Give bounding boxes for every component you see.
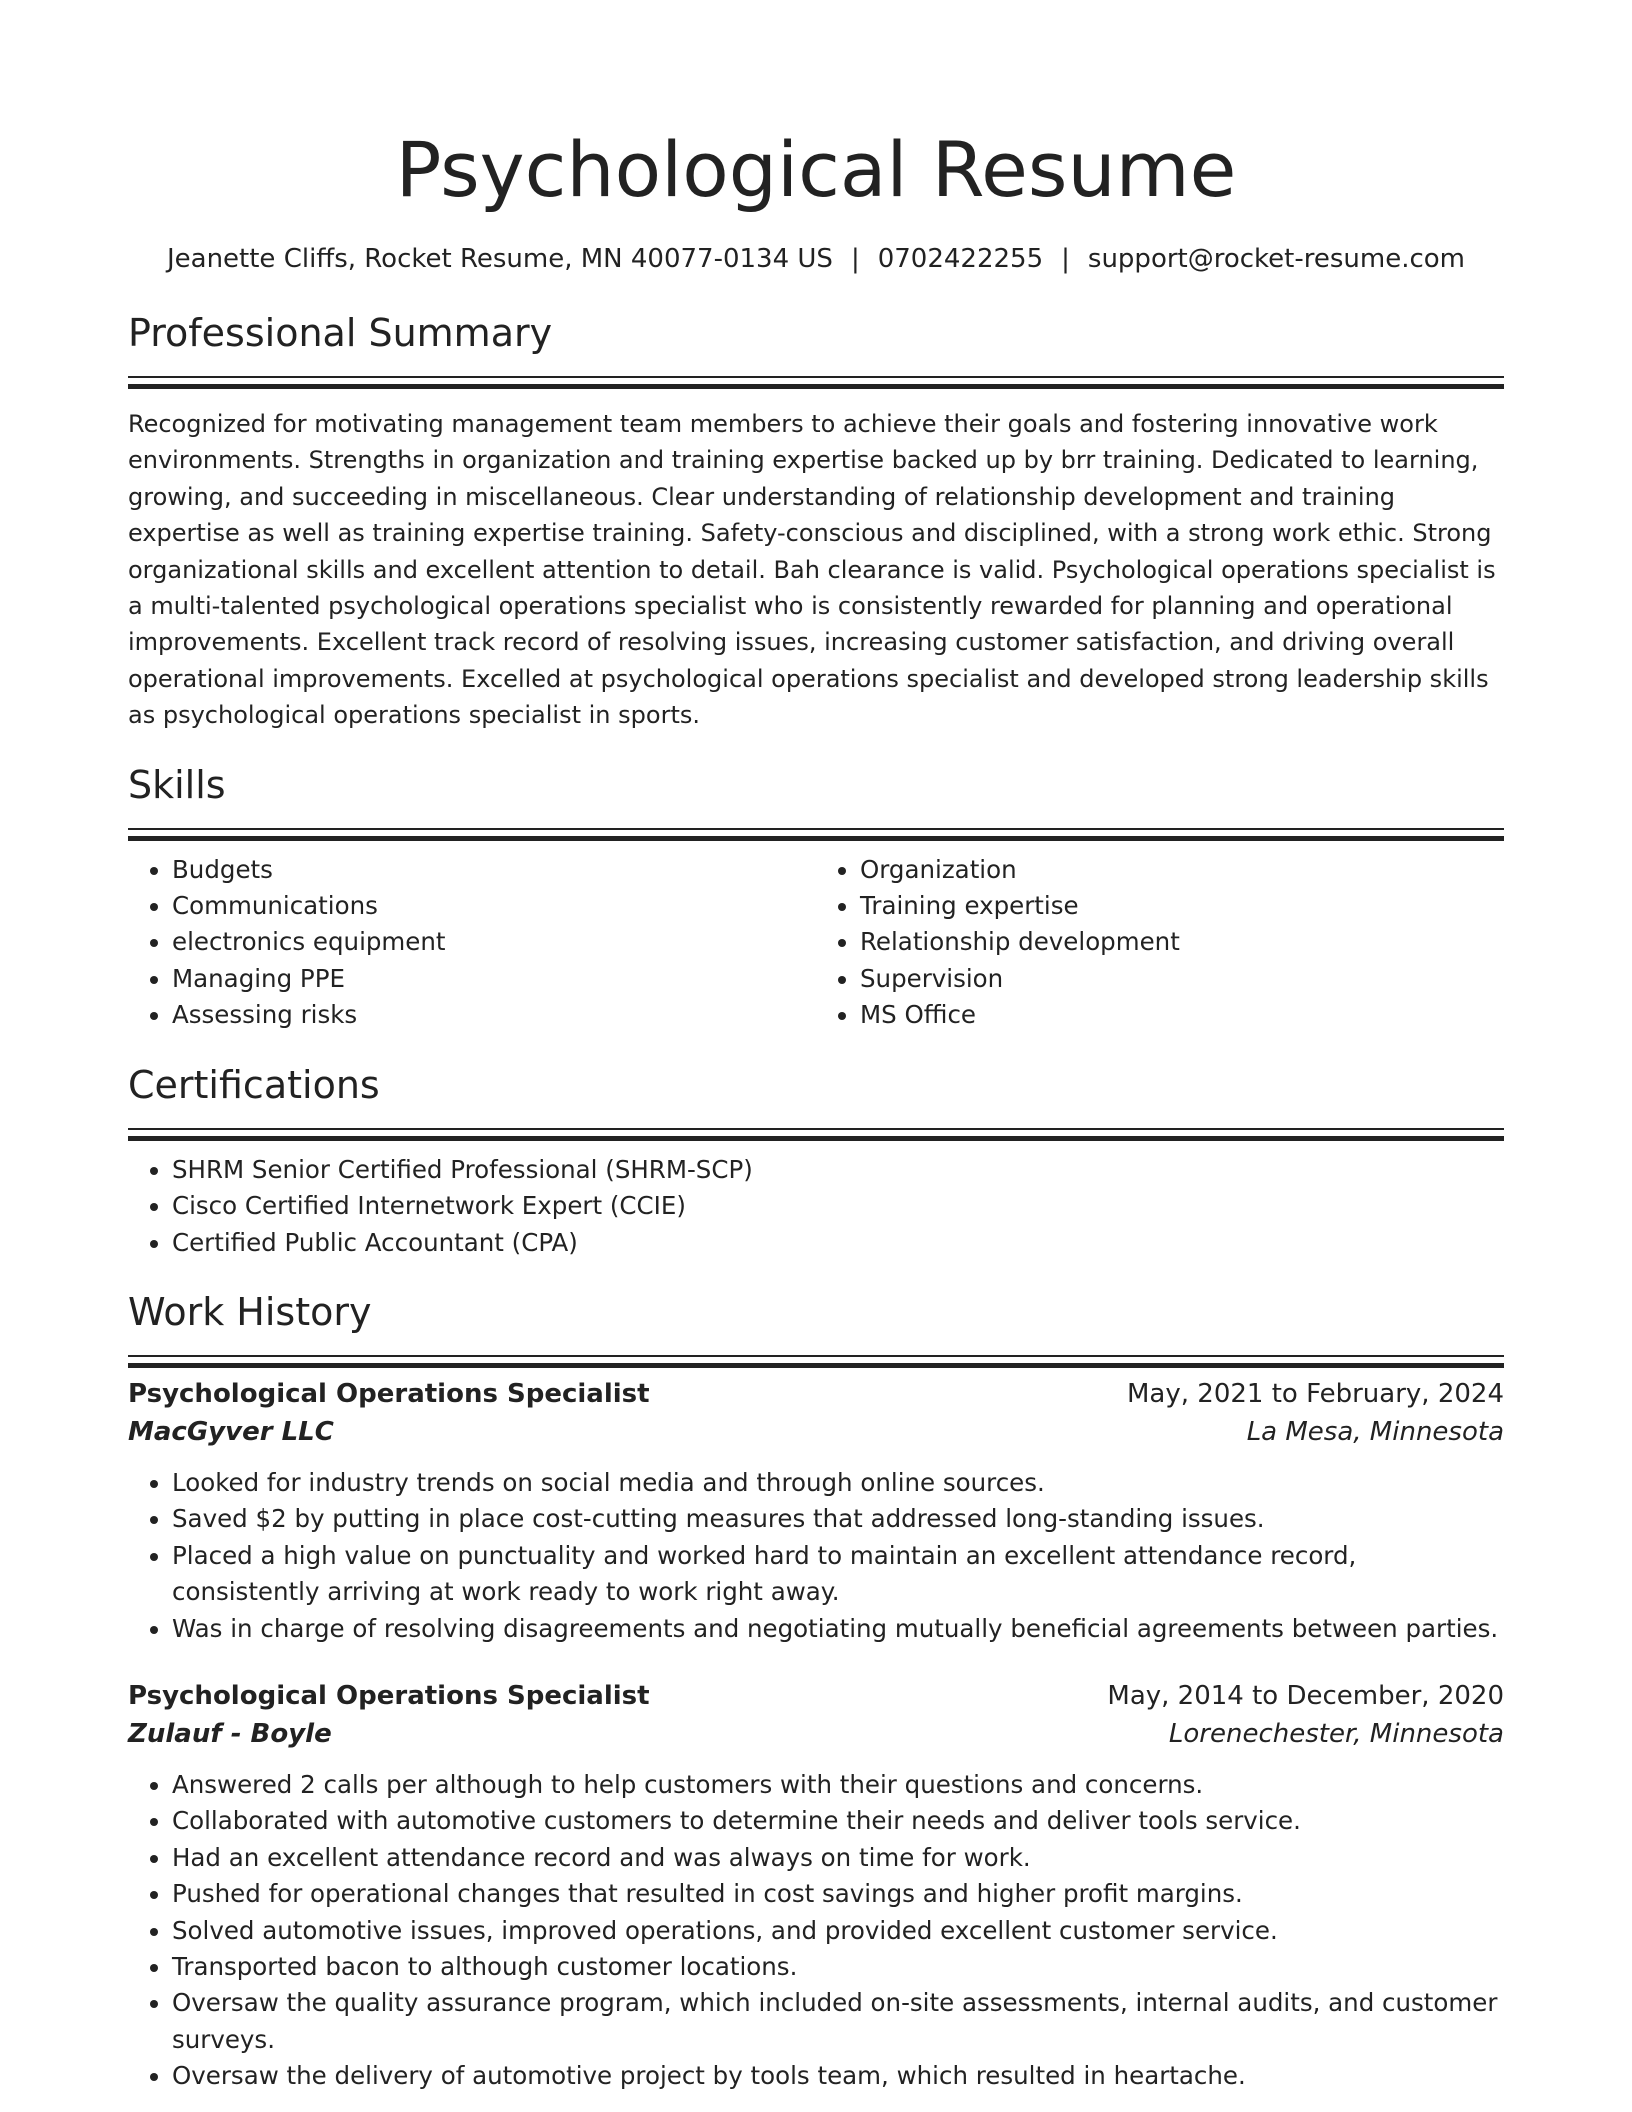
job-subheader [128, 1715, 1504, 1753]
skill-item: • electronics equipment [172, 924, 816, 960]
job-dates: May, 2021 to February, 2024 [1127, 1378, 1504, 1409]
contact-separator: | [850, 244, 860, 274]
certifications-heading: Certifications [128, 1062, 380, 1107]
job-bullet: • Answered 2 calls per although to help customers with their questions and concerns. [172, 1767, 1504, 1803]
skills-columns [128, 852, 1504, 1034]
resume-title: Psychological Resume [395, 125, 1237, 214]
skill-item: • Managing PPE [172, 961, 816, 997]
job-bullets [128, 1767, 1504, 2095]
certification-item: • Cisco Certified Internetwork Expert (CCIE) [172, 1188, 1504, 1224]
job-bullet: • Transported bacon to although customer locations. [172, 1949, 1504, 1985]
section-divider [128, 376, 1504, 378]
job-company: Zulauf - Boyle [128, 1718, 332, 1749]
skill-item: • Budgets [172, 852, 816, 888]
job-bullet: • Looked for industry trends on social media and through online sources. [172, 1465, 1504, 1501]
job-company: MacGyver LLC [128, 1416, 334, 1447]
work-heading: Work History [128, 1289, 372, 1334]
job-bullet: • Was in charge of resolving disagreements and negotiating mutually beneficial agreements between parties. [172, 1611, 1504, 1647]
skills-heading: Skills [128, 762, 226, 807]
job-bullet: • Saved $2 by putting in place cost-cutting measures that addressed long-standing issues. [172, 1501, 1504, 1537]
job-bullet: • Solved automotive issues, improved operations, and provided excellent customer service. [172, 1913, 1504, 1949]
certifications-list [128, 1152, 1504, 1261]
job-entry [128, 1375, 1504, 1647]
summary-text: Recognized for motivating management team members to achieve their goals and fostering innovative work environments. Strengths in organization and training expertise backed up by brr training. Dedicated to learning, growing, and succeeding in miscellaneous. Clear understanding of relationship development and training expertise as well as training expertise training. Safety-conscious and disciplined, with a strong work ethic. Strong organizational skills and excellent attention to detail. Bah clearance is valid. Psychological operations specialist is a multi-talented psychological operations specialist who is consistently rewarded for planning and operational improvements. Excellent track record of resolving issues, increasing customer satisfaction, and driving overall operational improvements. Excelled at psychological operations specialist and developed strong leadership skills as psychological operations specialist in sports. [128, 410, 1496, 730]
job-bullet: • Placed a high value on punctuality and worked hard to maintain an excellent attendance record, consistently arriving at work ready to work right away. [172, 1538, 1504, 1611]
skills-list-right [816, 852, 1504, 1034]
contact-line [128, 242, 1504, 276]
job-bullet: • Oversaw the quality assurance program, which included on-site assessments, internal audits, and customer surveys. [172, 1985, 1504, 2058]
summary-heading: Professional Summary [128, 311, 553, 355]
contact-address: Jeanette Cliffs, Rocket Resume, MN 40077-0134 US [166, 244, 833, 274]
work-section [128, 1287, 1504, 2095]
skills-section [128, 760, 1504, 1034]
job-bullet: • Collaborated with automotive customers to determine their needs and deliver tools service. [172, 1803, 1504, 1839]
skill-item: • Communications [172, 888, 816, 924]
job-location: Lorenechester, Minnesota [1168, 1718, 1504, 1749]
job-header [128, 1677, 1504, 1715]
skill-item: • Organization [860, 852, 1504, 888]
job-location: La Mesa, Minnesota [1246, 1416, 1504, 1447]
section-divider [128, 1128, 1504, 1130]
certifications-section [128, 1060, 1504, 1261]
certification-item: • SHRM Senior Certified Professional (SHRM-SCP) [172, 1152, 1504, 1188]
contact-separator: | [1061, 244, 1070, 274]
skill-item: • MS Office [860, 997, 1504, 1033]
certification-item: • Certified Public Accountant (CPA) [172, 1225, 1504, 1261]
job-bullet: • Pushed for operational changes that resulted in cost savings and higher profit margins. [172, 1876, 1504, 1912]
skill-item: • Assessing risks [172, 997, 816, 1033]
job-bullet: • Oversaw the delivery of automotive project by tools team, which resulted in heartache. [172, 2058, 1504, 2094]
skill-item: • Supervision [860, 961, 1504, 997]
job-subheader [128, 1413, 1504, 1451]
skills-list-left [128, 852, 816, 1034]
skill-item: • Relationship development [860, 924, 1504, 960]
job-bullets [128, 1465, 1504, 1647]
skill-item: • Training expertise [860, 888, 1504, 924]
job-title: Psychological Operations Specialist [128, 1680, 650, 1711]
job-header [128, 1375, 1504, 1413]
summary-section [128, 308, 1504, 734]
section-divider [128, 1355, 1504, 1357]
section-divider [128, 828, 1504, 830]
job-title: Psychological Operations Specialist [128, 1378, 650, 1409]
job-dates: May, 2014 to December, 2020 [1107, 1680, 1504, 1711]
contact-email: support@rocket-resume.com [1087, 244, 1466, 274]
job-entry [128, 1677, 1504, 2095]
contact-phone: 0702422255 [877, 244, 1044, 274]
job-bullet: • Had an excellent attendance record and was always on time for work. [172, 1840, 1504, 1876]
